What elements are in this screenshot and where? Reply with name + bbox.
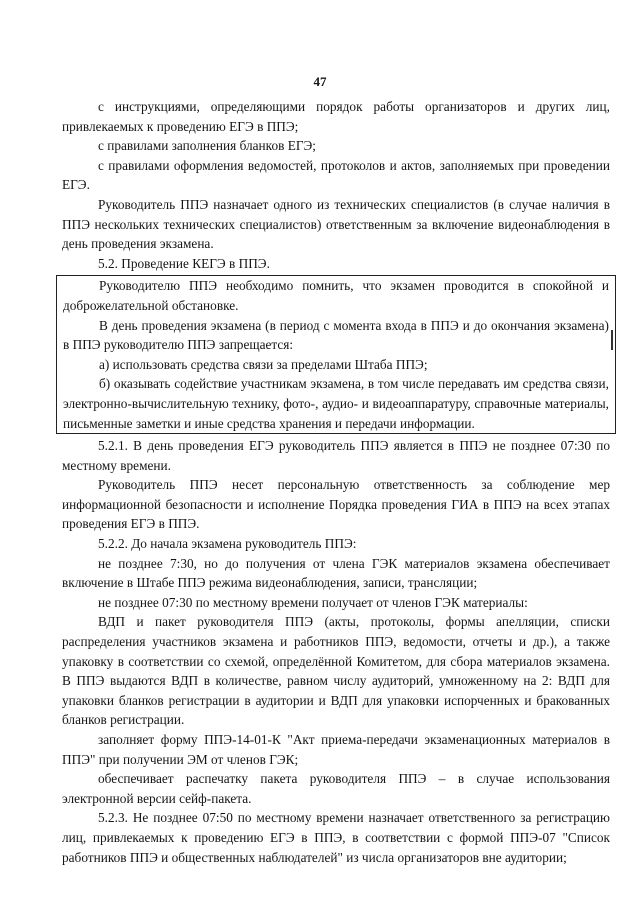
margin-change-bar xyxy=(611,330,613,350)
paragraph: 5.2.1. В день проведения ЕГЭ руководитель ППЭ является в ППЭ не позднее 07:30 по местному времени. xyxy=(62,438,610,473)
paragraph: не позднее 7:30, но до получения от члена ГЭК материалов экзамена обеспечивает включение в Штабе ППЭ режима видеонаблюдения, записи, трансляции; xyxy=(62,555,610,591)
paragraph: заполняет форму ППЭ-14-01-К "Акт приема-передачи экзаменационных материалов в ППЭ" при получении ЭМ от членов ГЭК; xyxy=(62,732,610,767)
boxed-notice xyxy=(56,275,616,434)
paragraph: не позднее 07:30 по местному времени получает от членов ГЭК материалы: xyxy=(98,594,528,610)
paragraph: 5.2.3. Не позднее 07:50 по местному времени назначает ответственного за регистрацию лиц, привлекаемых к проведению ЕГЭ в ППЭ, в соответствии с формой ППЭ-07 "Список работников ППЭ и общественных наблюдателей" из числа организаторов вне аудитории; xyxy=(62,810,610,865)
paragraph: Руководителю ППЭ необходимо помнить, что экзамен проводится в спокойной и доброжелательной обстановке. xyxy=(63,278,609,313)
section-heading: 5.2. Проведение КЕГЭ в ППЭ. xyxy=(98,255,270,271)
paragraph: с правилами заполнения бланков ЕГЭ; xyxy=(98,138,316,154)
paragraph: Руководитель ППЭ несет персональную ответственность за соблюдение мер информационной безопасности и исполнение Порядка проведения ГИА в ППЭ на всех этапах проведения ЕГЭ в ППЭ. xyxy=(62,477,610,532)
paragraph: с инструкциями, определяющими порядок работы организаторов и других лиц, привлекаемых к проведению ЕГЭ в ППЭ; xyxy=(62,99,610,134)
paragraph: с правилами оформления ведомостей, протоколов и актов, заполняемых при проведении ЕГЭ. xyxy=(62,157,610,193)
paragraph: Руководитель ППЭ назначает одного из технических специалистов (в случае наличия в ППЭ нескольких технических специалистов) ответственным за включение видеонаблюдения в день проведения экзамена. xyxy=(62,196,610,252)
paragraph: ВДП и пакет руководителя ППЭ (акты, протоколы, формы апелляции, списки распределения участников экзамена и работников ППЭ, ведомости, отчеты и др.), а также упаковку в соответствии со схемой, определённой Комитетом, для сбора материалов экзамена. В ППЭ выдаются ВДП в количестве, равном числу аудиторий, умноженному на 2: ВДП для упаковки бланков регистрации в аудитории и ВДП для упаковки испорченных и бракованных бланков регистрации. xyxy=(62,614,610,728)
section-heading: 5.2.2. До начала экзамена руководитель ППЭ: xyxy=(98,536,357,552)
paragraph: В день проведения экзамена (в период с момента входа в ППЭ и до окончания экзамена) в ППЭ руководителю ППЭ запрещается: xyxy=(63,317,609,353)
list-item: б) оказывать содействие участникам экзамена, в том числе передавать им средства связи, электронно-вычислительную технику, фото-, аудио- и видеоаппаратуру, справочные материалы, письменные заметки и иные средства хранения и передачи информации. xyxy=(63,376,609,431)
list-item: а) использовать средства связи за пределами Штаба ППЭ; xyxy=(99,356,428,372)
paragraph: обеспечивает распечатку пакета руководителя ППЭ – в случае использования электронной версии сейф-пакета. xyxy=(62,771,610,806)
document-body xyxy=(62,97,610,867)
page-number: 47 xyxy=(313,74,327,89)
